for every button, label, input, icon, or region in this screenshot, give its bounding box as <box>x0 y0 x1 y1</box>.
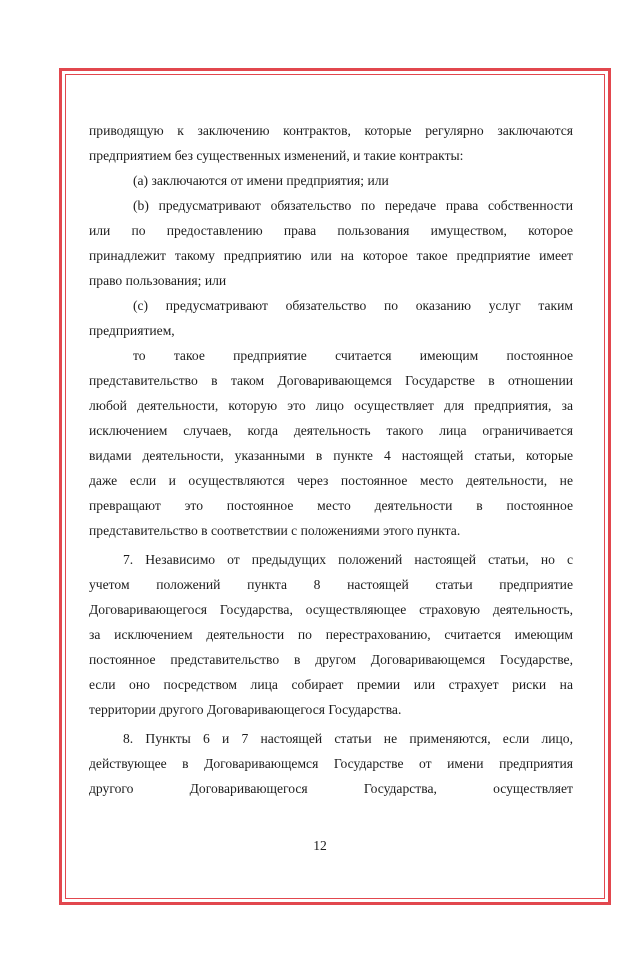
text-line: (c) предусматривают обязательство по оказанию услуг таким <box>133 298 573 313</box>
text-line: приводящую к заключению контрактов, которые регулярно заключаются <box>89 123 573 138</box>
text-line: (b) предусматривают обязательство по передаче права собственности <box>133 198 573 213</box>
text-line: учетом положений пункта 8 настоящей статьи предприятие <box>89 577 573 592</box>
page-number: 12 <box>313 838 327 853</box>
text-line: другого Договаривающегося Государства, осуществляет <box>89 781 573 796</box>
text-line: представительство в таком Договаривающемся Государстве в отношении <box>89 373 573 388</box>
text-line: (a) заключаются от имени предприятия; или <box>133 173 389 188</box>
text-line: даже если и осуществляются через постоянное место деятельности, не <box>89 473 573 488</box>
text-line: территории другого Договаривающегося Государства. <box>89 702 402 717</box>
text-line: если оно посредством лица собирает премии или страхует риски на <box>89 677 573 692</box>
text-line: исключением случаев, когда деятельность такого лица ограничивается <box>89 423 573 438</box>
text-line: принадлежит такому предприятию или на которое такое предприятие имеет <box>89 248 573 263</box>
text-line: предприятием без существенных изменений, и такие контракты: <box>89 148 464 163</box>
document-body <box>89 118 573 801</box>
text-line: 8. Пункты 6 и 7 настоящей статьи не применяются, если лицо, <box>123 731 573 746</box>
text-line: превращают это постоянное место деятельности в постоянное <box>89 498 573 513</box>
text-line: видами деятельности, указанными в пункте 4 настоящей статьи, которые <box>89 448 573 463</box>
text-line: действующее в Договаривающемся Государстве от имени предприятия <box>89 756 573 771</box>
text-line: представительство в соответствии с положениями этого пункта. <box>89 523 461 538</box>
text-line: предприятием, <box>89 323 175 338</box>
text-line: Договаривающегося Государства, осуществляющее страховую деятельность, <box>89 602 573 617</box>
text-line: право пользования; или <box>89 273 227 288</box>
text-line: или по предоставлению права пользования имуществом, которое <box>89 223 573 238</box>
text-line: любой деятельности, которую это лицо осуществляет для предприятия, за <box>89 398 573 413</box>
text-line: постоянное представительство в другом Договаривающемся Государстве, <box>89 652 573 667</box>
text-line: 7. Независимо от предыдущих положений настоящей статьи, но с <box>123 552 573 567</box>
text-line: за исключением деятельности по перестрахованию, считается имеющим <box>89 627 573 642</box>
text-line: то такое предприятие считается имеющим постоянное <box>133 348 573 363</box>
